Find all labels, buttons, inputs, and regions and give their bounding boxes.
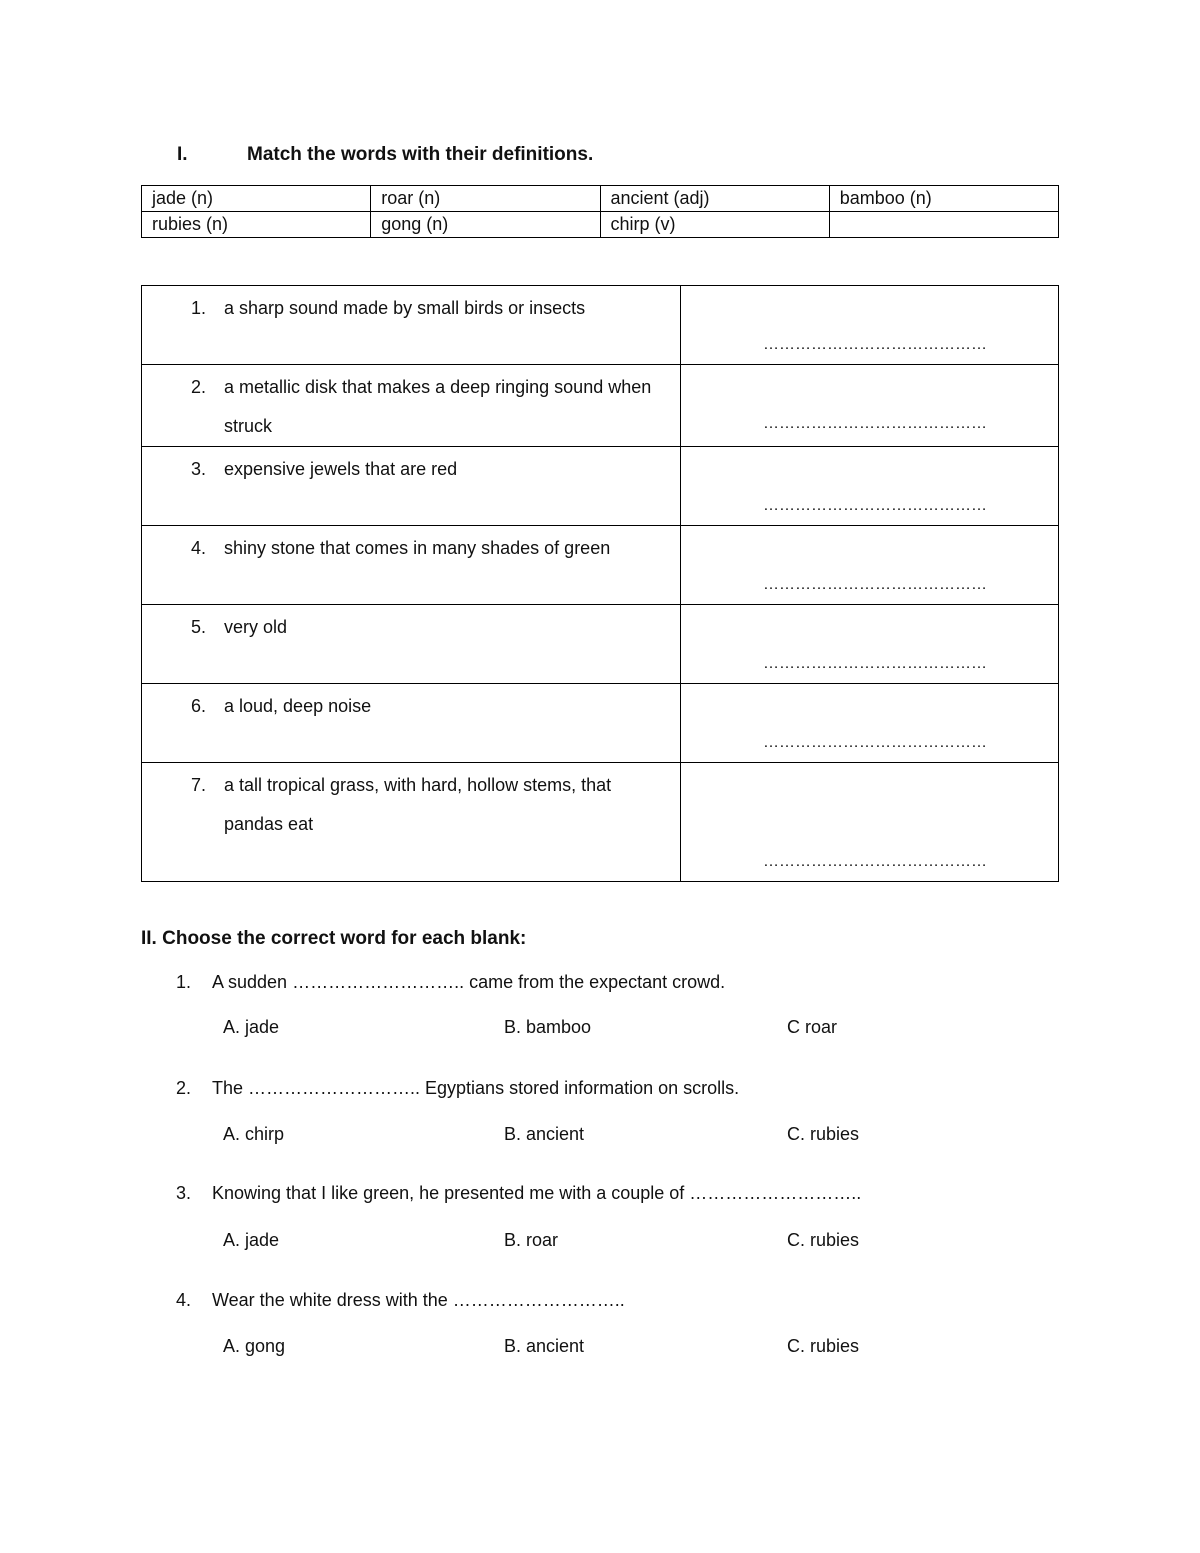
option-c[interactable]: C. rubies xyxy=(787,1124,860,1144)
definition-row xyxy=(142,605,1059,684)
question-3 xyxy=(176,1183,861,1204)
answer-cell[interactable] xyxy=(681,763,1059,882)
answer-blank[interactable]: …………………………………… xyxy=(763,853,987,870)
section1-title: Match the words with their definitions. xyxy=(247,144,594,165)
answer-blank[interactable]: …………………………………… xyxy=(763,415,987,432)
answer-cell[interactable] xyxy=(681,684,1059,763)
word-bank-cell xyxy=(829,212,1058,238)
definition-cell xyxy=(142,763,681,882)
word-bank-row xyxy=(142,212,1059,238)
option-b[interactable]: B. bamboo xyxy=(504,1017,592,1037)
word-bank-cell: ancient (adj) xyxy=(600,186,829,212)
option-a[interactable]: A. gong xyxy=(223,1336,286,1356)
question-text: A sudden ……………………….. came from the expectant crowd. xyxy=(212,972,726,992)
definition-row xyxy=(142,684,1059,763)
section1-number: I. xyxy=(177,144,188,165)
answer-blank[interactable]: …………………………………… xyxy=(763,336,987,353)
definition-row xyxy=(142,526,1059,605)
word-bank-cell: gong (n) xyxy=(371,212,600,238)
word-bank-cell: roar (n) xyxy=(371,186,600,212)
definition-number: 6. xyxy=(190,696,206,716)
option-a[interactable]: A. jade xyxy=(223,1017,280,1037)
option-c[interactable]: C. rubies xyxy=(787,1336,860,1356)
word-bank-cell: bamboo (n) xyxy=(829,186,1058,212)
definition-number: 4. xyxy=(190,538,206,558)
definition-text: shiny stone that comes in many shades of green xyxy=(224,538,611,558)
definition-row xyxy=(142,286,1059,365)
option-b[interactable]: B. roar xyxy=(504,1230,559,1250)
definition-number: 5. xyxy=(190,617,206,637)
word-bank-row xyxy=(142,186,1059,212)
definition-text: expensive jewels that are red xyxy=(224,459,458,479)
option-b[interactable]: B. ancient xyxy=(504,1336,585,1356)
definition-cell xyxy=(142,286,681,365)
definition-text: a sharp sound made by small birds or insects xyxy=(224,298,586,318)
question-text: Wear the white dress with the ……………………….. xyxy=(212,1290,625,1310)
definition-cell xyxy=(142,684,681,763)
answer-blank[interactable]: …………………………………… xyxy=(763,655,987,672)
definition-cell xyxy=(142,365,681,447)
definition-cell xyxy=(142,605,681,684)
question-number: 4. xyxy=(176,1290,192,1310)
definitions-table xyxy=(141,285,1059,882)
question-text: The ……………………….. Egyptians stored information on scrolls. xyxy=(212,1078,740,1098)
question-number: 3. xyxy=(176,1183,192,1203)
answer-cell[interactable] xyxy=(681,526,1059,605)
definition-cell xyxy=(142,447,681,526)
word-bank-cell: chirp (v) xyxy=(600,212,829,238)
question-2 xyxy=(176,1078,739,1099)
definition-number: 1. xyxy=(190,298,206,318)
option-a[interactable]: A. jade xyxy=(223,1230,280,1250)
definition-number: 3. xyxy=(190,459,206,479)
definition-row xyxy=(142,763,1059,882)
definition-row xyxy=(142,447,1059,526)
answer-blank[interactable]: …………………………………… xyxy=(763,734,987,751)
question-number: 2. xyxy=(176,1078,192,1098)
definition-text: very old xyxy=(224,617,288,637)
question-number: 1. xyxy=(176,972,192,992)
definition-row xyxy=(142,365,1059,447)
option-c[interactable]: C roar xyxy=(787,1017,838,1037)
option-b[interactable]: B. ancient xyxy=(504,1124,585,1144)
word-bank-table xyxy=(141,185,1059,238)
question-4 xyxy=(176,1290,625,1311)
option-c[interactable]: C. rubies xyxy=(787,1230,860,1250)
answer-cell[interactable] xyxy=(681,286,1059,365)
answer-cell[interactable] xyxy=(681,447,1059,526)
answer-blank[interactable]: …………………………………… xyxy=(763,576,987,593)
definition-number: 7. xyxy=(190,775,206,795)
answer-cell[interactable] xyxy=(681,605,1059,684)
word-bank-cell: jade (n) xyxy=(142,186,371,212)
question-1 xyxy=(176,972,725,993)
definition-text: a tall tropical grass, with hard, hollow stems, that pandas eat xyxy=(224,775,612,834)
definition-text: a loud, deep noise xyxy=(224,696,372,716)
answer-blank[interactable]: …………………………………… xyxy=(763,497,987,514)
question-text: Knowing that I like green, he presented me with a couple of ……………………….. xyxy=(212,1183,862,1203)
definition-cell xyxy=(142,526,681,605)
section2-heading: II. Choose the correct word for each blank: xyxy=(141,928,527,949)
definition-text: a metallic disk that makes a deep ringing sound when struck xyxy=(224,377,652,436)
definition-number: 2. xyxy=(190,377,206,397)
option-a[interactable]: A. chirp xyxy=(223,1124,285,1144)
answer-cell[interactable] xyxy=(681,365,1059,447)
word-bank-cell: rubies (n) xyxy=(142,212,371,238)
